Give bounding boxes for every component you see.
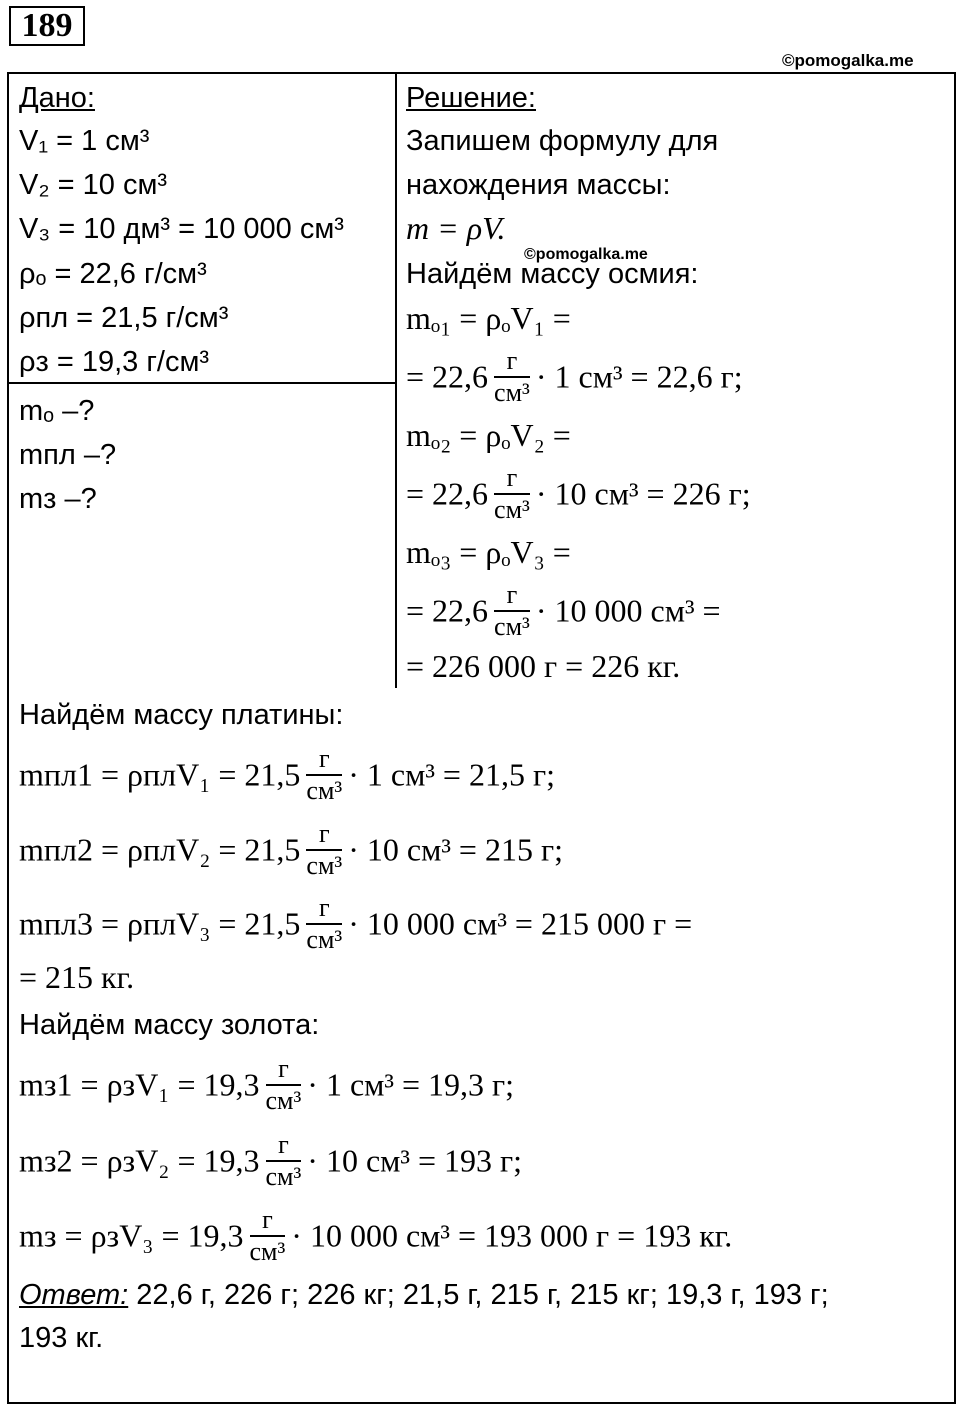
- mo3-calc-right: · 10 000 см³ =: [535, 592, 721, 629]
- mz1-calc-left: mз1 = ρзV₁ = 19,3: [19, 1066, 260, 1103]
- unit-fraction: [494, 582, 530, 642]
- mz2-calc-left: mз2 = ρзV₂ = 19,3: [19, 1142, 260, 1179]
- mpl1-calc: [19, 744, 555, 808]
- unit-denominator: см³: [249, 1237, 286, 1266]
- given-rho-platinum: ρпл = 21,5 г/см³: [19, 302, 229, 334]
- mo3-result: = 226 000 г = 226 кг.: [406, 648, 681, 684]
- unit-denominator: см³: [306, 925, 343, 954]
- find-gold-mass: mз –?: [19, 483, 97, 515]
- mpl2-calc: [19, 819, 563, 883]
- solution-intro-2: нахождения массы:: [406, 169, 671, 201]
- given-v2: V₂ = 10 см³: [19, 169, 168, 201]
- mo2-formula: mₒ₂ = ρₒV₂ =: [406, 417, 571, 453]
- mz2-calc-right: · 10 см³ = 193 г;: [307, 1142, 523, 1179]
- unit-denominator: см³: [306, 776, 343, 805]
- watermark: ©pomogalka.me: [782, 51, 914, 70]
- unit-denominator: см³: [494, 495, 530, 524]
- unit-numerator: г: [494, 465, 530, 495]
- unit-fraction: [494, 348, 530, 408]
- mpl2-calc-left: mпл2 = ρплV₂ = 21,5: [19, 831, 301, 868]
- column-divider: [395, 72, 397, 688]
- unit-numerator: г: [494, 582, 530, 612]
- unit-numerator: г: [306, 895, 342, 925]
- platinum-title: Найдём массу платины:: [19, 699, 344, 731]
- given-find-divider: [7, 382, 397, 384]
- unit-numerator: г: [250, 1207, 286, 1237]
- unit-denominator: см³: [265, 1086, 302, 1115]
- mo1-formula: mₒ₁ = ρₒV₁ =: [406, 300, 571, 336]
- mz2-calc: [19, 1130, 523, 1194]
- mo2-calc: [406, 463, 751, 527]
- find-osmium-mass: mₒ –?: [19, 395, 95, 427]
- mz3-calc-left: mз = ρзV₃ = 19,3: [19, 1217, 244, 1254]
- given-title: Дано:: [19, 82, 95, 114]
- solution-intro-1: Запишем формулу для: [406, 125, 719, 157]
- unit-numerator: г: [306, 821, 342, 851]
- mpl1-calc-left: mпл1 = ρплV₁ = 21,5: [19, 756, 301, 793]
- given-v3: V₃ = 10 дм³ = 10 000 см³: [19, 213, 344, 245]
- mo3-calc-left: = 22,6: [406, 592, 489, 629]
- unit-fraction: [306, 821, 342, 881]
- unit-fraction: [306, 746, 342, 806]
- gold-title: Найдём массу золота:: [19, 1009, 320, 1041]
- answer-label: Ответ:: [19, 1279, 129, 1311]
- find-platinum-mass: mпл –?: [19, 439, 117, 471]
- given-v1: V₁ = 1 см³: [19, 125, 150, 157]
- unit-fraction: [250, 1207, 286, 1267]
- mpl3-calc-right: · 10 000 см³ = 215 000 г =: [348, 905, 693, 942]
- unit-denominator: см³: [306, 851, 343, 880]
- unit-fraction: [494, 465, 530, 525]
- osmium-title: Найдём массу осмия:: [406, 258, 699, 290]
- mo3-calc: [406, 580, 721, 644]
- mz3-calc-right: · 10 000 см³ = 193 000 г = 193 кг.: [291, 1217, 733, 1254]
- unit-denominator: см³: [494, 378, 530, 407]
- mpl2-calc-right: · 10 см³ = 215 г;: [348, 831, 563, 868]
- mpl3-result: = 215 кг.: [19, 959, 135, 995]
- mo3-formula: mₒ₃ = ρₒV₃ =: [406, 534, 571, 570]
- unit-fraction: [266, 1132, 302, 1192]
- unit-denominator: см³: [494, 612, 530, 641]
- mo2-calc-right: · 10 см³ = 226 г;: [535, 475, 751, 512]
- unit-numerator: г: [266, 1056, 302, 1086]
- mpl3-calc-left: mпл3 = ρплV₃ = 21,5: [19, 905, 301, 942]
- unit-fraction: [306, 895, 342, 955]
- mo1-calc: [406, 346, 743, 410]
- unit-numerator: г: [494, 348, 530, 378]
- mz1-calc-right: · 1 см³ = 19,3 г;: [307, 1066, 515, 1103]
- given-rho-osmium: ρₒ = 22,6 г/см³: [19, 258, 207, 290]
- mpl3-calc: [19, 893, 693, 957]
- mz3-calc: [19, 1205, 733, 1269]
- unit-denominator: см³: [265, 1162, 302, 1191]
- unit-fraction: [266, 1056, 302, 1116]
- mz1-calc: [19, 1054, 515, 1118]
- watermark-mid: ©pomogalka.me: [524, 246, 648, 263]
- mo1-calc-left: = 22,6: [406, 358, 489, 395]
- problem-number: 189: [9, 6, 85, 46]
- answer-line-2: 193 кг.: [19, 1322, 104, 1354]
- answer-text-1: 22,6 г, 226 г; 226 кг; 21,5 г, 215 г, 215 кг; 19,3 г, 193 г;: [128, 1279, 829, 1311]
- unit-numerator: г: [266, 1132, 302, 1162]
- mpl1-calc-right: · 1 см³ = 21,5 г;: [348, 756, 555, 793]
- solution-title: Решение:: [406, 82, 536, 114]
- mass-formula: m = ρV.: [406, 210, 506, 246]
- mo1-calc-right: · 1 см³ = 22,6 г;: [535, 358, 743, 395]
- given-rho-gold: ρз = 19,3 г/см³: [19, 346, 210, 378]
- unit-numerator: г: [306, 746, 342, 776]
- mo2-calc-left: = 22,6: [406, 475, 489, 512]
- answer-line-1: [19, 1277, 829, 1313]
